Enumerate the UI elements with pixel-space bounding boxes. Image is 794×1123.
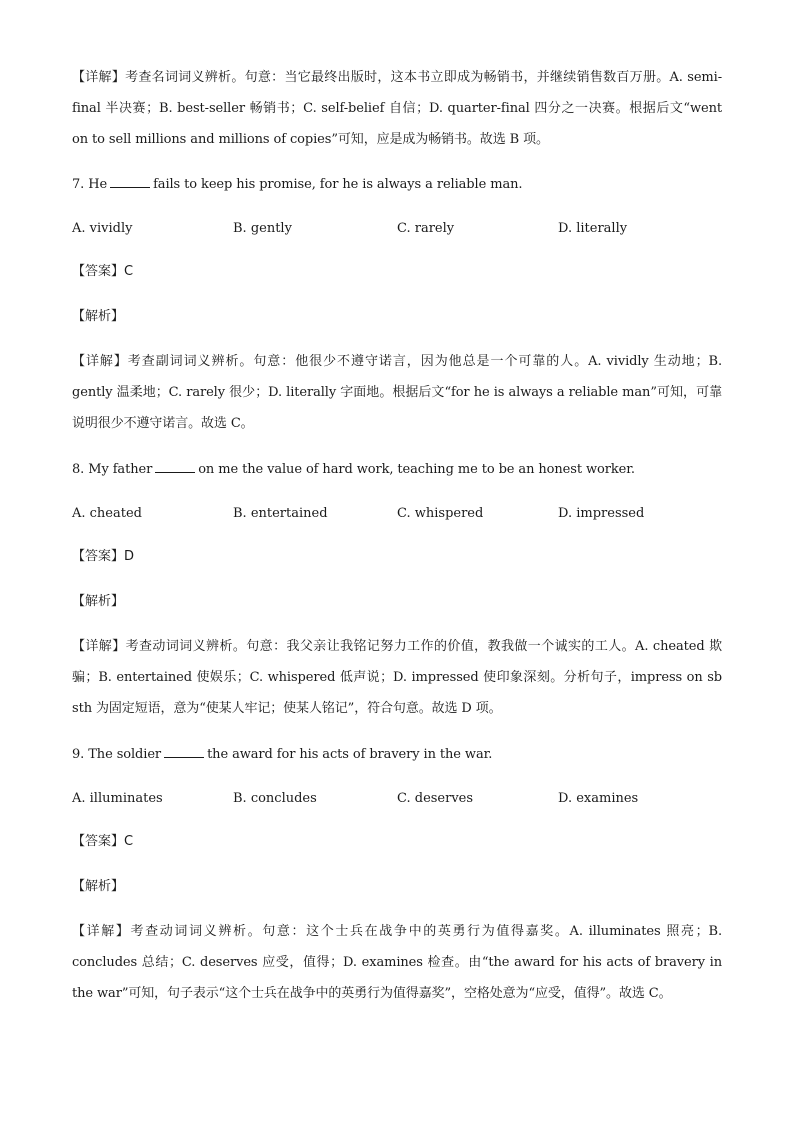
question-9-blank xyxy=(164,745,204,758)
q8-option-a: A. cheated xyxy=(72,506,142,521)
question-9-suffix: the award for his acts of bravery in the war. xyxy=(207,747,493,762)
question-7-prefix: 7. He xyxy=(72,177,108,192)
q7-option-c: C. rarely xyxy=(397,221,455,236)
q7-option-d: D. literally xyxy=(558,221,628,236)
q8-explanation: 【详解】考查动词词义辨析。句意：我父亲让我铭记努力工作的价值，教我做一个诚实的工人。A. cheated 欺骗；B. entertained 使娱乐；C. whispered 低声说；D. impressed 使印象深刻。分析句子，impress on sb sth 为固定短语，意为“使某人牢记；使某人铭记”，符合句意。故选 D 项。 xyxy=(72,639,722,716)
q9-answer: 【答案】C xyxy=(72,834,134,849)
question-7 xyxy=(72,175,722,194)
q9-option-a: A. illuminates xyxy=(72,791,163,806)
q9-option-c: C. deserves xyxy=(397,791,474,806)
question-7-blank xyxy=(110,175,150,188)
question-9 xyxy=(72,745,722,764)
q8-option-c: C. whispered xyxy=(397,506,484,521)
q9-explanation: 【详解】考查动词词义辨析。句意：这个士兵在战争中的英勇行为值得嘉奖。A. illuminates 照亮；B. concludes 总结；C. deserves 应受，值得；D. examines 检查。由“the award for his acts of bravery in the war”可知，句子表示“这个士兵在战争中的英勇行为值得嘉奖”，空格处意为“应受，值得”。故选 C。 xyxy=(72,924,722,1001)
question-9-prefix: 9. The soldier xyxy=(72,747,162,762)
q9-option-d: D. examines xyxy=(558,791,639,806)
q9-analysis-label: 【解析】 xyxy=(72,879,125,894)
q8-answer: 【答案】D xyxy=(72,549,135,564)
q7-analysis-label: 【解析】 xyxy=(72,309,125,324)
question-8-blank xyxy=(155,460,195,473)
q8-analysis-label: 【解析】 xyxy=(72,594,125,609)
question-7-suffix: fails to keep his promise, for he is always a reliable man. xyxy=(153,177,523,192)
q7-answer: 【答案】C xyxy=(72,264,134,279)
question-8-suffix: on me the value of hard work, teaching me to be an honest worker. xyxy=(198,462,635,477)
q8-option-d: D. impressed xyxy=(558,506,645,521)
question-8-prefix: 8. My father xyxy=(72,462,153,477)
explanation-q6: 【详解】考查名词词义辨析。句意：当它最终出版时，这本书立即成为畅销书，并继续销售数百万册。A. semi-final 半决赛；B. best-seller 畅销书；C. self-belief 自信；D. quarter-final 四分之一决赛。根据后文“went on to sell millions and millions of copies”可知，应是成为畅销书。故选 B 项。 xyxy=(72,70,722,147)
q9-option-b: B. concludes xyxy=(233,791,317,806)
question-8 xyxy=(72,460,722,479)
q7-option-a: A. vividly xyxy=(72,221,133,236)
q7-explanation: 【详解】考查副词词义辨析。句意：他很少不遵守诺言，因为他总是一个可靠的人。A. vividly 生动地；B. gently 温柔地；C. rarely 很少；D. literally 字面地。根据后文“for he is always a reliable man”可知，可靠说明很少不遵守诺言。故选 C。 xyxy=(72,354,722,431)
q7-option-b: B. gently xyxy=(233,221,292,236)
q8-option-b: B. entertained xyxy=(233,506,328,521)
